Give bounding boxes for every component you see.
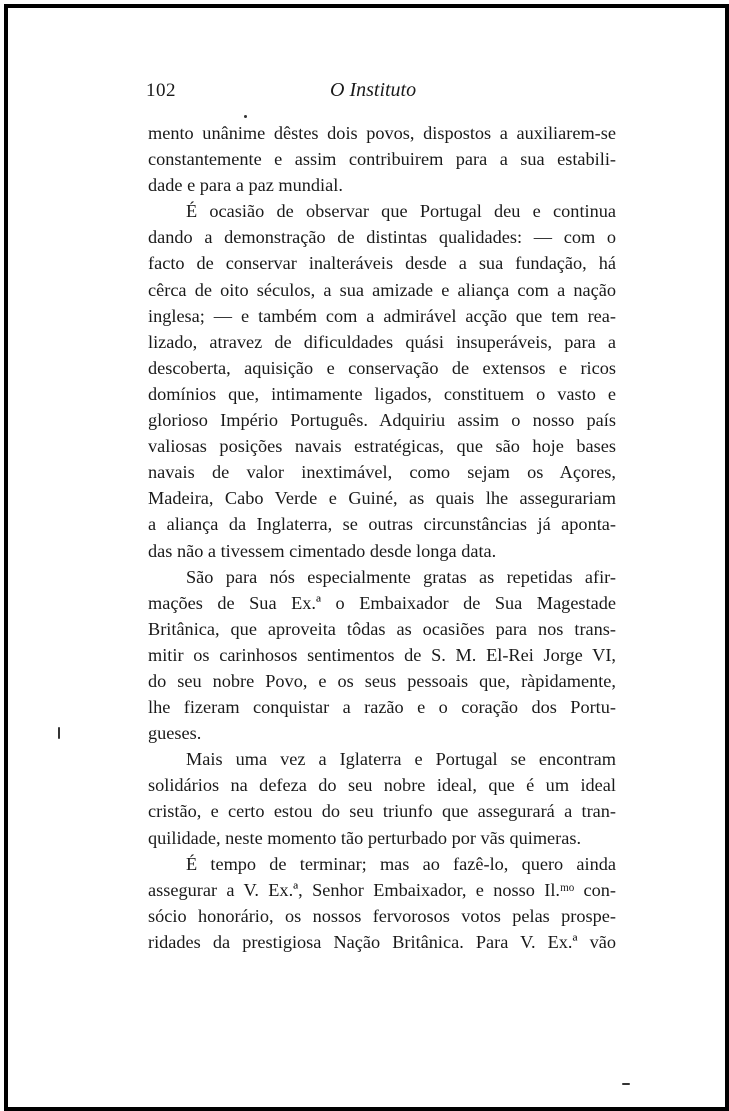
scan-speck xyxy=(244,115,247,118)
text-line: Madeira, Cabo Verde e Guiné, as quais lhe assegurariam xyxy=(148,488,616,509)
text-line: cristão, e certo estou do seu triunfo que assegurará a tran- xyxy=(148,801,616,822)
text-line: É ocasião de observar que Portugal deu e continua xyxy=(186,201,616,222)
text-line: dando a demonstração de distintas qualidades: — com o xyxy=(148,227,616,248)
text-line: solidários na defeza do seu nobre ideal, que é um ideal xyxy=(148,775,616,796)
text-line: do seu nobre Povo, e os seus pessoais que, ràpidamente, xyxy=(148,670,616,691)
scan-speck xyxy=(622,1083,630,1085)
text-line: quilidade, neste momento tão perturbado por vãs quimeras. xyxy=(148,827,582,848)
scan-speck xyxy=(58,727,60,739)
text-line: É tempo de terminar; mas ao fazê-lo, quero ainda xyxy=(186,853,616,874)
text-line: cêrca de oito séculos, a sua amizade e aliança com a nação xyxy=(148,279,616,300)
text-line: a aliança da Inglaterra, se outras circunstâncias já aponta- xyxy=(148,514,616,535)
text-line: lizado, atravez de dificuldades quási insuperáveis, para a xyxy=(148,331,616,352)
text-line: sócio honorário, os nossos fervorosos votos pelas prospe- xyxy=(148,905,616,926)
text-line: Britânica, que aproveita tôdas as ocasiões para nos trans- xyxy=(148,618,616,639)
text-line: mitir os carinhosos sentimentos de S. M. El-Rei Jorge VI, xyxy=(148,644,616,665)
text-line: das não a tivessem cimentado desde longa data. xyxy=(148,540,497,561)
text-line: descoberta, aquisição e conservação de extensos e ricos xyxy=(148,357,616,378)
running-title: O Instituto xyxy=(330,79,417,101)
body-text xyxy=(148,120,616,955)
page-number: 102 xyxy=(146,80,176,101)
text-line: mento unânime dêstes dois povos, dispostos a auxiliarem-se xyxy=(148,123,616,143)
text-line: constantemente e assim contribuirem para a sua estabili- xyxy=(148,149,616,170)
text-line: lhe fizeram conquistar a razão e o coração dos Portu- xyxy=(148,697,616,718)
text-line: valiosas posições navais estratégicas, que são hoje bases xyxy=(148,436,616,457)
text-line: facto de conservar inalteráveis desde a sua fundação, há xyxy=(148,253,616,274)
text-line: inglesa; — e também com a admirável acção que tem rea- xyxy=(148,305,616,326)
text-line: dade e para a paz mundial. xyxy=(148,175,343,196)
text-line: domínios que, intimamente ligados, constituem o vasto e xyxy=(148,383,616,404)
text-line: mações de Sua Ex.ª o Embaixador de Sua Magestade xyxy=(148,592,616,613)
text-line: ridades da prestigiosa Nação Britânica. Para V. Ex.ª vão xyxy=(148,931,616,952)
text-line: São para nós especialmente gratas as repetidas afir- xyxy=(186,566,616,587)
text-line: assegurar a V. Ex.ª, Senhor Embaixador, e nosso Il.ᵐᵒ con- xyxy=(148,879,616,900)
text-line: navais de valor inextimável, como sejam os Açores, xyxy=(148,462,616,483)
text-line: glorioso Império Português. Adquiriu assim o nosso país xyxy=(148,410,616,431)
text-line: gueses. xyxy=(148,723,202,744)
text-line: Mais uma vez a Iglaterra e Portugal se encontram xyxy=(186,749,616,770)
